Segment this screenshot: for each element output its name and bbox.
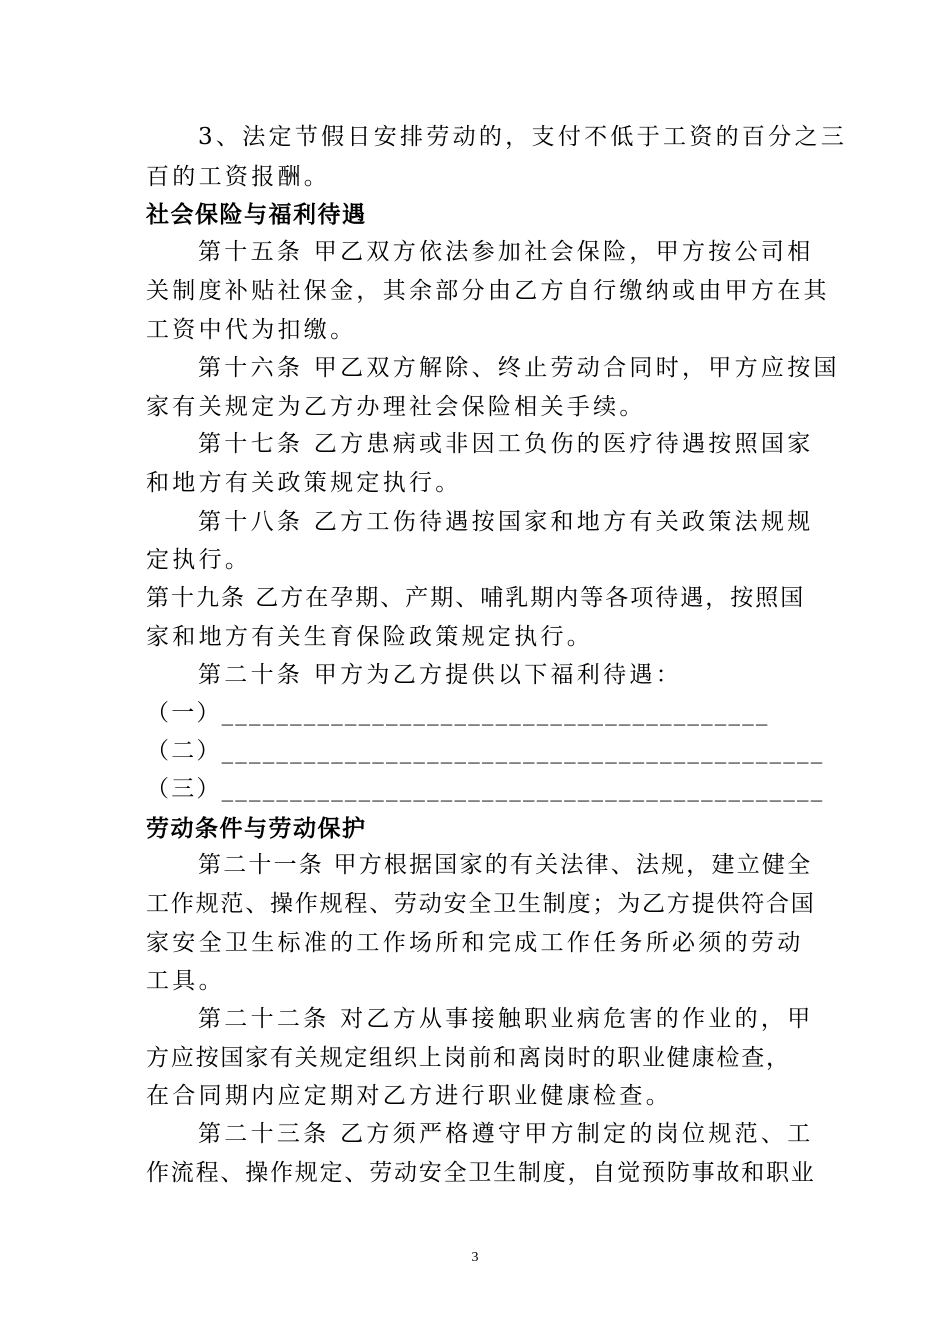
article-18: 第十八条 乙方工伤待遇按国家和地方有关政策法规规	[198, 509, 814, 535]
body-text-line: 家有关规定为乙方办理社会保险相关手续。	[146, 394, 646, 420]
article-20: 第二十条 甲方为乙方提供以下福利待遇：	[198, 662, 683, 688]
article-22: 第二十二条 对乙方从事接触职业病危害的作业的，甲	[198, 1006, 814, 1032]
body-text-line: 百的工资报酬。	[146, 164, 331, 190]
body-text-line: 工具。	[146, 968, 225, 994]
article-16: 第十六条 甲乙双方解除、终止劳动合同时，甲方应按国	[198, 355, 840, 381]
article-21: 第二十一条 甲方根据国家的有关法律、法规，建立健全	[198, 852, 813, 878]
page-number: 3	[471, 1250, 479, 1265]
body-text-line: 家和地方有关生育保险政策规定执行。	[146, 624, 594, 650]
body-text-line: 3、法定节假日安排劳动的，支付不低于工资的百分之三	[198, 124, 848, 150]
section-heading-labor-protection: 劳动条件与劳动保护	[146, 816, 367, 842]
body-text-line: 和地方有关政策规定执行。	[146, 470, 462, 496]
article-19: 第十九条 乙方在孕期、产期、哺乳期内等各项待遇，按照国	[146, 585, 806, 611]
body-text-line: 工资中代为扣缴。	[146, 317, 357, 343]
section-heading-social-insurance: 社会保险与福利待遇	[146, 202, 367, 228]
body-text-line: 作流程、操作规定、劳动安全卫生制度，自觉预防事故和职业	[146, 1160, 816, 1186]
blank-item-3: （三）____________________________________________	[146, 776, 825, 802]
blank-item-2: （二）____________________________________________	[146, 738, 825, 764]
body-text-line: 方应按国家有关规定组织上岗前和离岗时的职业健康检查，	[146, 1045, 791, 1071]
blank-item-1: （一）________________________________________	[146, 700, 770, 726]
body-text-line: 关制度补贴社保金，其余部分由乙方自行缴纳或由甲方在其	[146, 278, 830, 304]
body-text-line: 在合同期内应定期对乙方进行职业健康检查。	[146, 1083, 672, 1109]
article-15: 第十五条 甲乙双方依法参加社会保险，甲方按公司相	[198, 239, 814, 265]
body-text-line: 工作规范、操作规程、劳动安全卫生制度；为乙方提供符合国	[146, 891, 816, 917]
article-23: 第二十三条 乙方须严格遵守甲方制定的岗位规范、工	[198, 1121, 814, 1147]
body-text-line: 定执行。	[146, 547, 252, 573]
body-text-line: 家安全卫生标准的工作场所和完成工作任务所必须的劳动	[146, 930, 804, 956]
article-17: 第十七条 乙方患病或非因工负伤的医疗待遇按照国家	[198, 431, 814, 457]
